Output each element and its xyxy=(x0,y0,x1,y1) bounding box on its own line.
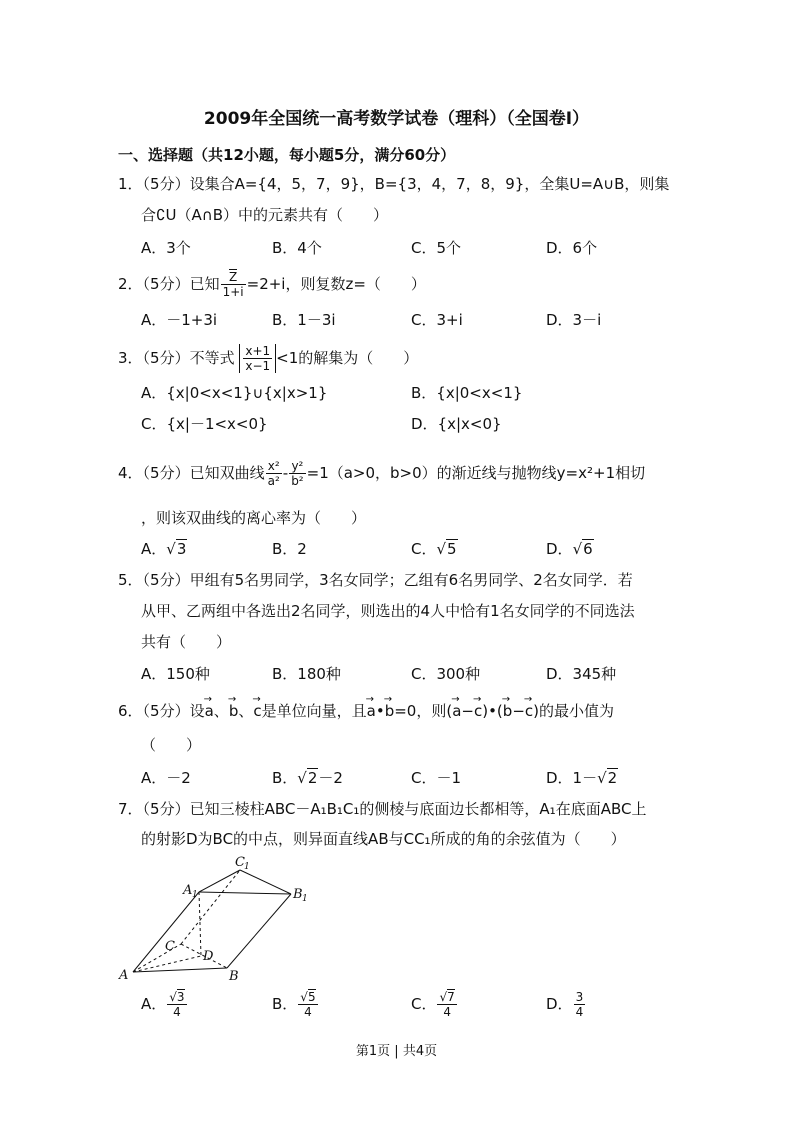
question-3-fraction xyxy=(243,344,272,373)
question-6-option-a: A．－2 xyxy=(141,769,191,787)
edge-C1-B1 xyxy=(240,870,291,894)
prism-figure xyxy=(115,852,315,982)
fraction-denominator: b² xyxy=(291,474,304,488)
question-5-option-a: A．150种 xyxy=(141,665,210,683)
question-2-line xyxy=(118,270,426,299)
question-3-option-d: D．{x|x<0} xyxy=(411,415,502,433)
question-3-suffix: <1的解集为（ ） xyxy=(276,349,419,367)
question-3-line xyxy=(118,344,418,373)
question-2-fraction xyxy=(221,270,246,299)
edge-A-A1 xyxy=(133,892,199,972)
minus-sign: - xyxy=(282,464,289,482)
edge-A1-D xyxy=(199,892,201,956)
question-3-option-c: C．{x|－1<x<0} xyxy=(141,415,268,433)
question-2-option-a: A．－1+3i xyxy=(141,311,218,329)
question-1-line-2: 合∁U（A∩B）中的元素共有（ ） xyxy=(141,206,389,224)
question-5-option-d: D．345种 xyxy=(546,665,617,683)
question-7-line-1: 7．（5分）已知三棱柱ABC－A₁B₁C₁的侧棱与底面边长都相等，A₁在底面ABC上 xyxy=(118,800,647,818)
label-D: D xyxy=(203,949,214,964)
fraction-numerator: Z xyxy=(221,270,246,285)
question-3-option-b: B．{x|0<x<1} xyxy=(411,384,523,402)
question-5-option-c: C．300种 xyxy=(411,665,481,683)
label-A1-sub: 1 xyxy=(192,890,198,900)
fraction-denominator: x−1 xyxy=(245,359,271,373)
question-2-option-b: B．1－3i xyxy=(272,311,336,329)
question-7-option-c: C． $\frac{√7}{4}$ xyxy=(411,990,455,1019)
edge-C-C1 xyxy=(181,870,240,944)
absolute-value xyxy=(239,344,276,373)
question-5-line-2: 从甲、乙两组中各选出2名同学，则选出的4人中恰有1名女同学的不同选法 xyxy=(141,602,635,620)
question-4-option-a: A．√3 xyxy=(141,540,187,558)
fraction-numerator: x+1 xyxy=(245,344,271,358)
question-1-option-d: D．6个 xyxy=(546,239,598,257)
question-3-option-a: A．{x|0<x<1}∪{x|x>1} xyxy=(141,384,328,402)
fraction-denominator: a² xyxy=(267,474,280,488)
question-6-line-2: （ ） xyxy=(141,736,202,754)
question-4-line-1 xyxy=(118,459,645,488)
fraction-numerator: x² xyxy=(266,459,282,474)
question-7-option-b: B． $\frac{√5}{4}$ xyxy=(272,990,316,1019)
fraction-x2-a2 xyxy=(266,459,282,488)
label-B1: B xyxy=(293,887,303,902)
question-7-option-d: D． $\frac{3}{4}$ xyxy=(546,990,584,1019)
question-4-prefix: 4．（5分）已知双曲线 xyxy=(118,464,265,482)
question-6-line-1: 6．（5分）设→ a、→ b、→ c是单位向量，且→ a•→ b=0，则(→ a−→ c)•(→ b−→ c)的最小值为 xyxy=(118,701,614,721)
question-2-option-d: D．3－i xyxy=(546,311,602,329)
label-A1: A xyxy=(183,883,193,898)
label-A: A xyxy=(119,968,129,982)
label-B1-sub: 1 xyxy=(302,894,308,904)
question-4-suffix: =1（a>0，b>0）的渐近线与抛物线y=x²+1相切 xyxy=(306,464,646,482)
question-4-option-b: B．2 xyxy=(272,540,307,558)
label-C1: C xyxy=(235,855,245,870)
question-3-prefix: 3．（5分）不等式 xyxy=(118,349,235,367)
question-2-option-c: C．3+i xyxy=(411,311,463,329)
question-4-option-d: D．√6 xyxy=(546,540,593,558)
edge-A1-C1 xyxy=(199,870,240,892)
question-4-line-2: ，则该双曲线的离心率为（ ） xyxy=(141,509,367,527)
question-5-option-b: B．180种 xyxy=(272,665,341,683)
section-heading: 一、选择题（共12小题，每小题5分，满分60分） xyxy=(118,146,456,164)
question-5-line-3: 共有（ ） xyxy=(141,633,232,651)
edge-A1-B1 xyxy=(199,892,291,894)
fraction-denominator: 1+i xyxy=(222,285,244,299)
question-2-suffix: =2+i，则复数z=（ ） xyxy=(246,275,426,293)
question-1-option-c: C．5个 xyxy=(411,239,462,257)
question-6-option-b: B．√2－2 xyxy=(272,769,343,787)
label-B: B xyxy=(229,969,239,982)
question-7-line-2: 的射影D为BC的中点，则异面直线AB与CC₁所成的角的余弦值为（ ） xyxy=(141,830,626,848)
question-1-line-1: 1．（5分）设集合A={4，5，7，9}，B={3，4，7，8，9}，全集U=A∪B，则集 xyxy=(118,175,670,193)
question-7-option-a: A． $\frac{√3}{4}$ xyxy=(141,990,185,1019)
question-4-option-c: C．√5 xyxy=(411,540,457,558)
fraction-y2-b2 xyxy=(289,459,305,488)
question-6-option-c: C．－1 xyxy=(411,769,462,787)
question-6-option-d: D．1－√2 xyxy=(546,769,618,787)
page-title: 2009年全国统一高考数学试卷（理科）（全国卷Ⅰ） xyxy=(203,109,590,129)
question-1-option-a: A．3个 xyxy=(141,239,191,257)
label-C1-sub: 1 xyxy=(244,862,250,872)
label-C: C xyxy=(165,939,175,954)
fraction-numerator: y² xyxy=(289,459,305,474)
question-2-prefix: 2．（5分）已知 xyxy=(118,275,220,293)
question-1-option-b: B．4个 xyxy=(272,239,322,257)
edge-B-B1 xyxy=(227,894,291,968)
question-5-line-1: 5．（5分）甲组有5名男同学，3名女同学；乙组有6名男同学、2名女同学．若 xyxy=(118,571,633,589)
page-footer: 第1页 | 共4页 xyxy=(355,1044,438,1059)
